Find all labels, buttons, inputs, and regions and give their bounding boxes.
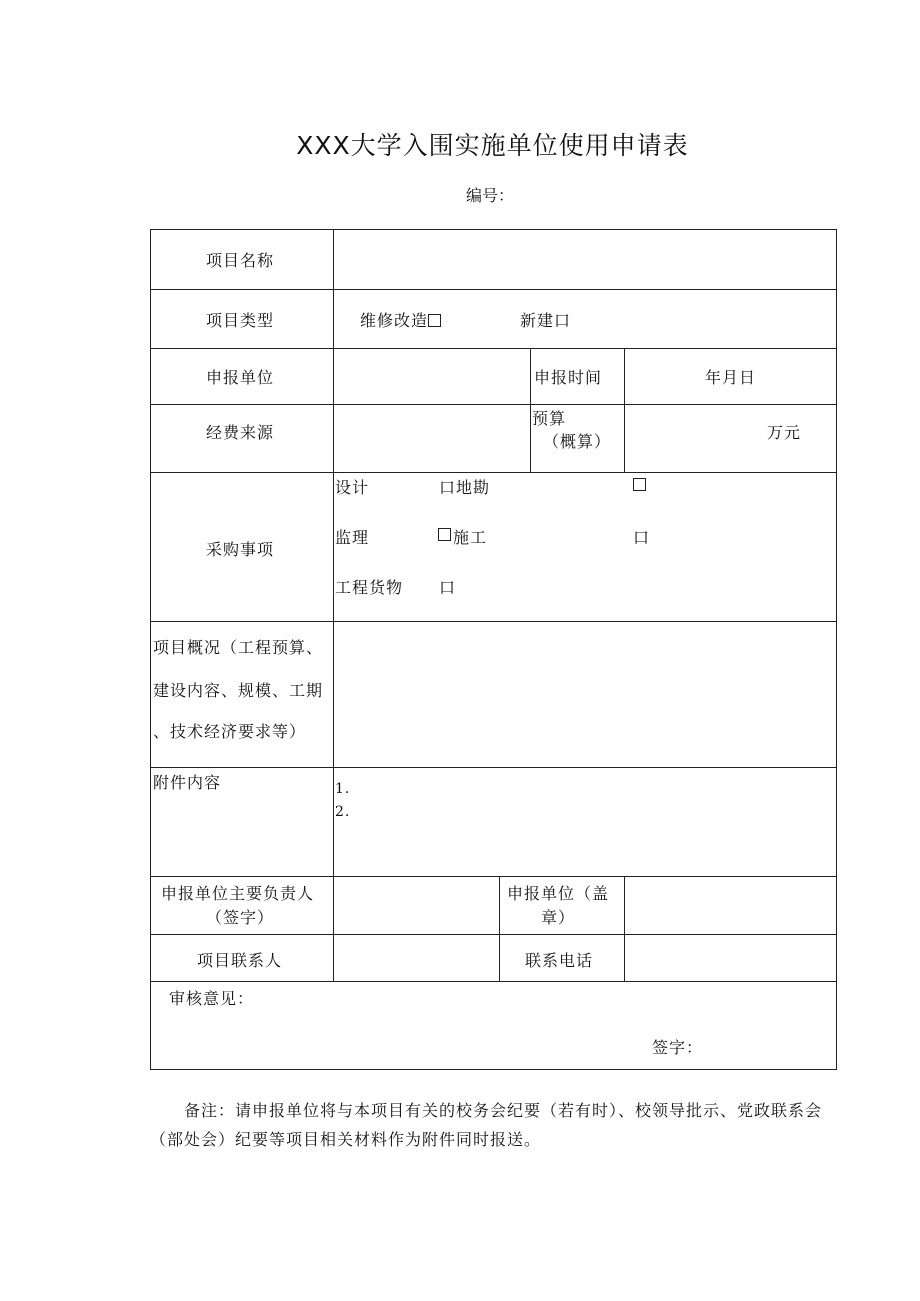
attachment-item-2: 2.: [335, 804, 351, 820]
row-divider: [151, 934, 836, 935]
page-title: XXX大学入围实施单位使用申请表: [296, 131, 689, 160]
attachment-item-1: 1.: [335, 781, 351, 797]
apply-time-label: 申报时间: [534, 368, 603, 387]
overview-label-line3: 、技术经济要求等）: [153, 722, 307, 741]
row-divider: [151, 621, 836, 622]
budget-unit-label: 万元: [767, 423, 802, 442]
row-divider: [151, 981, 836, 982]
column-divider: [530, 348, 531, 472]
type-renovation-option[interactable]: [360, 308, 441, 331]
remarks-note: 备注：请申报单位将与本项目有关的校务会纪要（若有时）、校领导批示、党政联系会（部处会）纪要等项目相关材料作为附件同时报送。: [150, 1101, 823, 1149]
apply-date-placeholder: 年月日: [705, 368, 757, 387]
survey-checkbox-icon[interactable]: [633, 478, 646, 491]
type-new-option[interactable]: 新建口: [520, 311, 572, 330]
label-column-divider: [333, 230, 334, 981]
proc-supervision-label: 监理: [335, 528, 370, 547]
signature-label: 签字：: [652, 1038, 704, 1057]
project-name-label: 项目名称: [206, 251, 275, 270]
proc-goods-label: 工程货物: [335, 578, 404, 597]
checkbox-icon[interactable]: [428, 314, 441, 327]
review-opinion-label: 审核意见：: [169, 989, 255, 1008]
row-divider: [151, 289, 836, 290]
proc-construction-label: 施工: [453, 528, 488, 547]
fund-source-label: 经费来源: [206, 423, 275, 442]
leader-label-line1: 申报单位主要负责人: [161, 884, 315, 903]
row-divider: [151, 404, 836, 405]
construction-checkbox-mark[interactable]: 口: [633, 528, 651, 547]
overview-label-line1: 项目概况（工程预算、: [153, 638, 324, 657]
row-divider: [151, 767, 836, 768]
column-divider: [499, 876, 500, 981]
attachments-label: 附件内容: [153, 773, 222, 792]
supervision-checkbox-icon[interactable]: [438, 528, 451, 541]
leader-label-line2: （签字）: [206, 908, 275, 927]
goods-checkbox-mark[interactable]: 口: [439, 578, 457, 597]
applicant-unit-label: 申报单位: [206, 368, 275, 387]
application-form-table: [150, 229, 837, 1070]
row-divider: [151, 876, 836, 877]
project-type-label: 项目类型: [206, 311, 275, 330]
budget-label-line2: （概算）: [543, 432, 612, 451]
contact-phone-label: 联系电话: [525, 951, 594, 970]
seal-label-line1: 申报单位（盖: [507, 884, 610, 903]
column-divider: [624, 348, 625, 472]
proc-survey-label: 口地勘: [439, 478, 491, 497]
row-divider: [151, 348, 836, 349]
seal-label-line2: 章）: [541, 908, 576, 927]
contact-person-label: 项目联系人: [197, 951, 283, 970]
row-divider: [151, 472, 836, 473]
overview-label-line2: 建设内容、规模、工期: [153, 681, 324, 700]
budget-label-line1: 预算: [532, 409, 567, 428]
proc-design-label: 设计: [335, 478, 370, 497]
procurement-label: 采购事项: [206, 540, 275, 559]
serial-number-label: 编号：: [466, 186, 515, 205]
type-renovation-label: 维修改造: [360, 311, 429, 330]
column-divider: [624, 876, 625, 981]
